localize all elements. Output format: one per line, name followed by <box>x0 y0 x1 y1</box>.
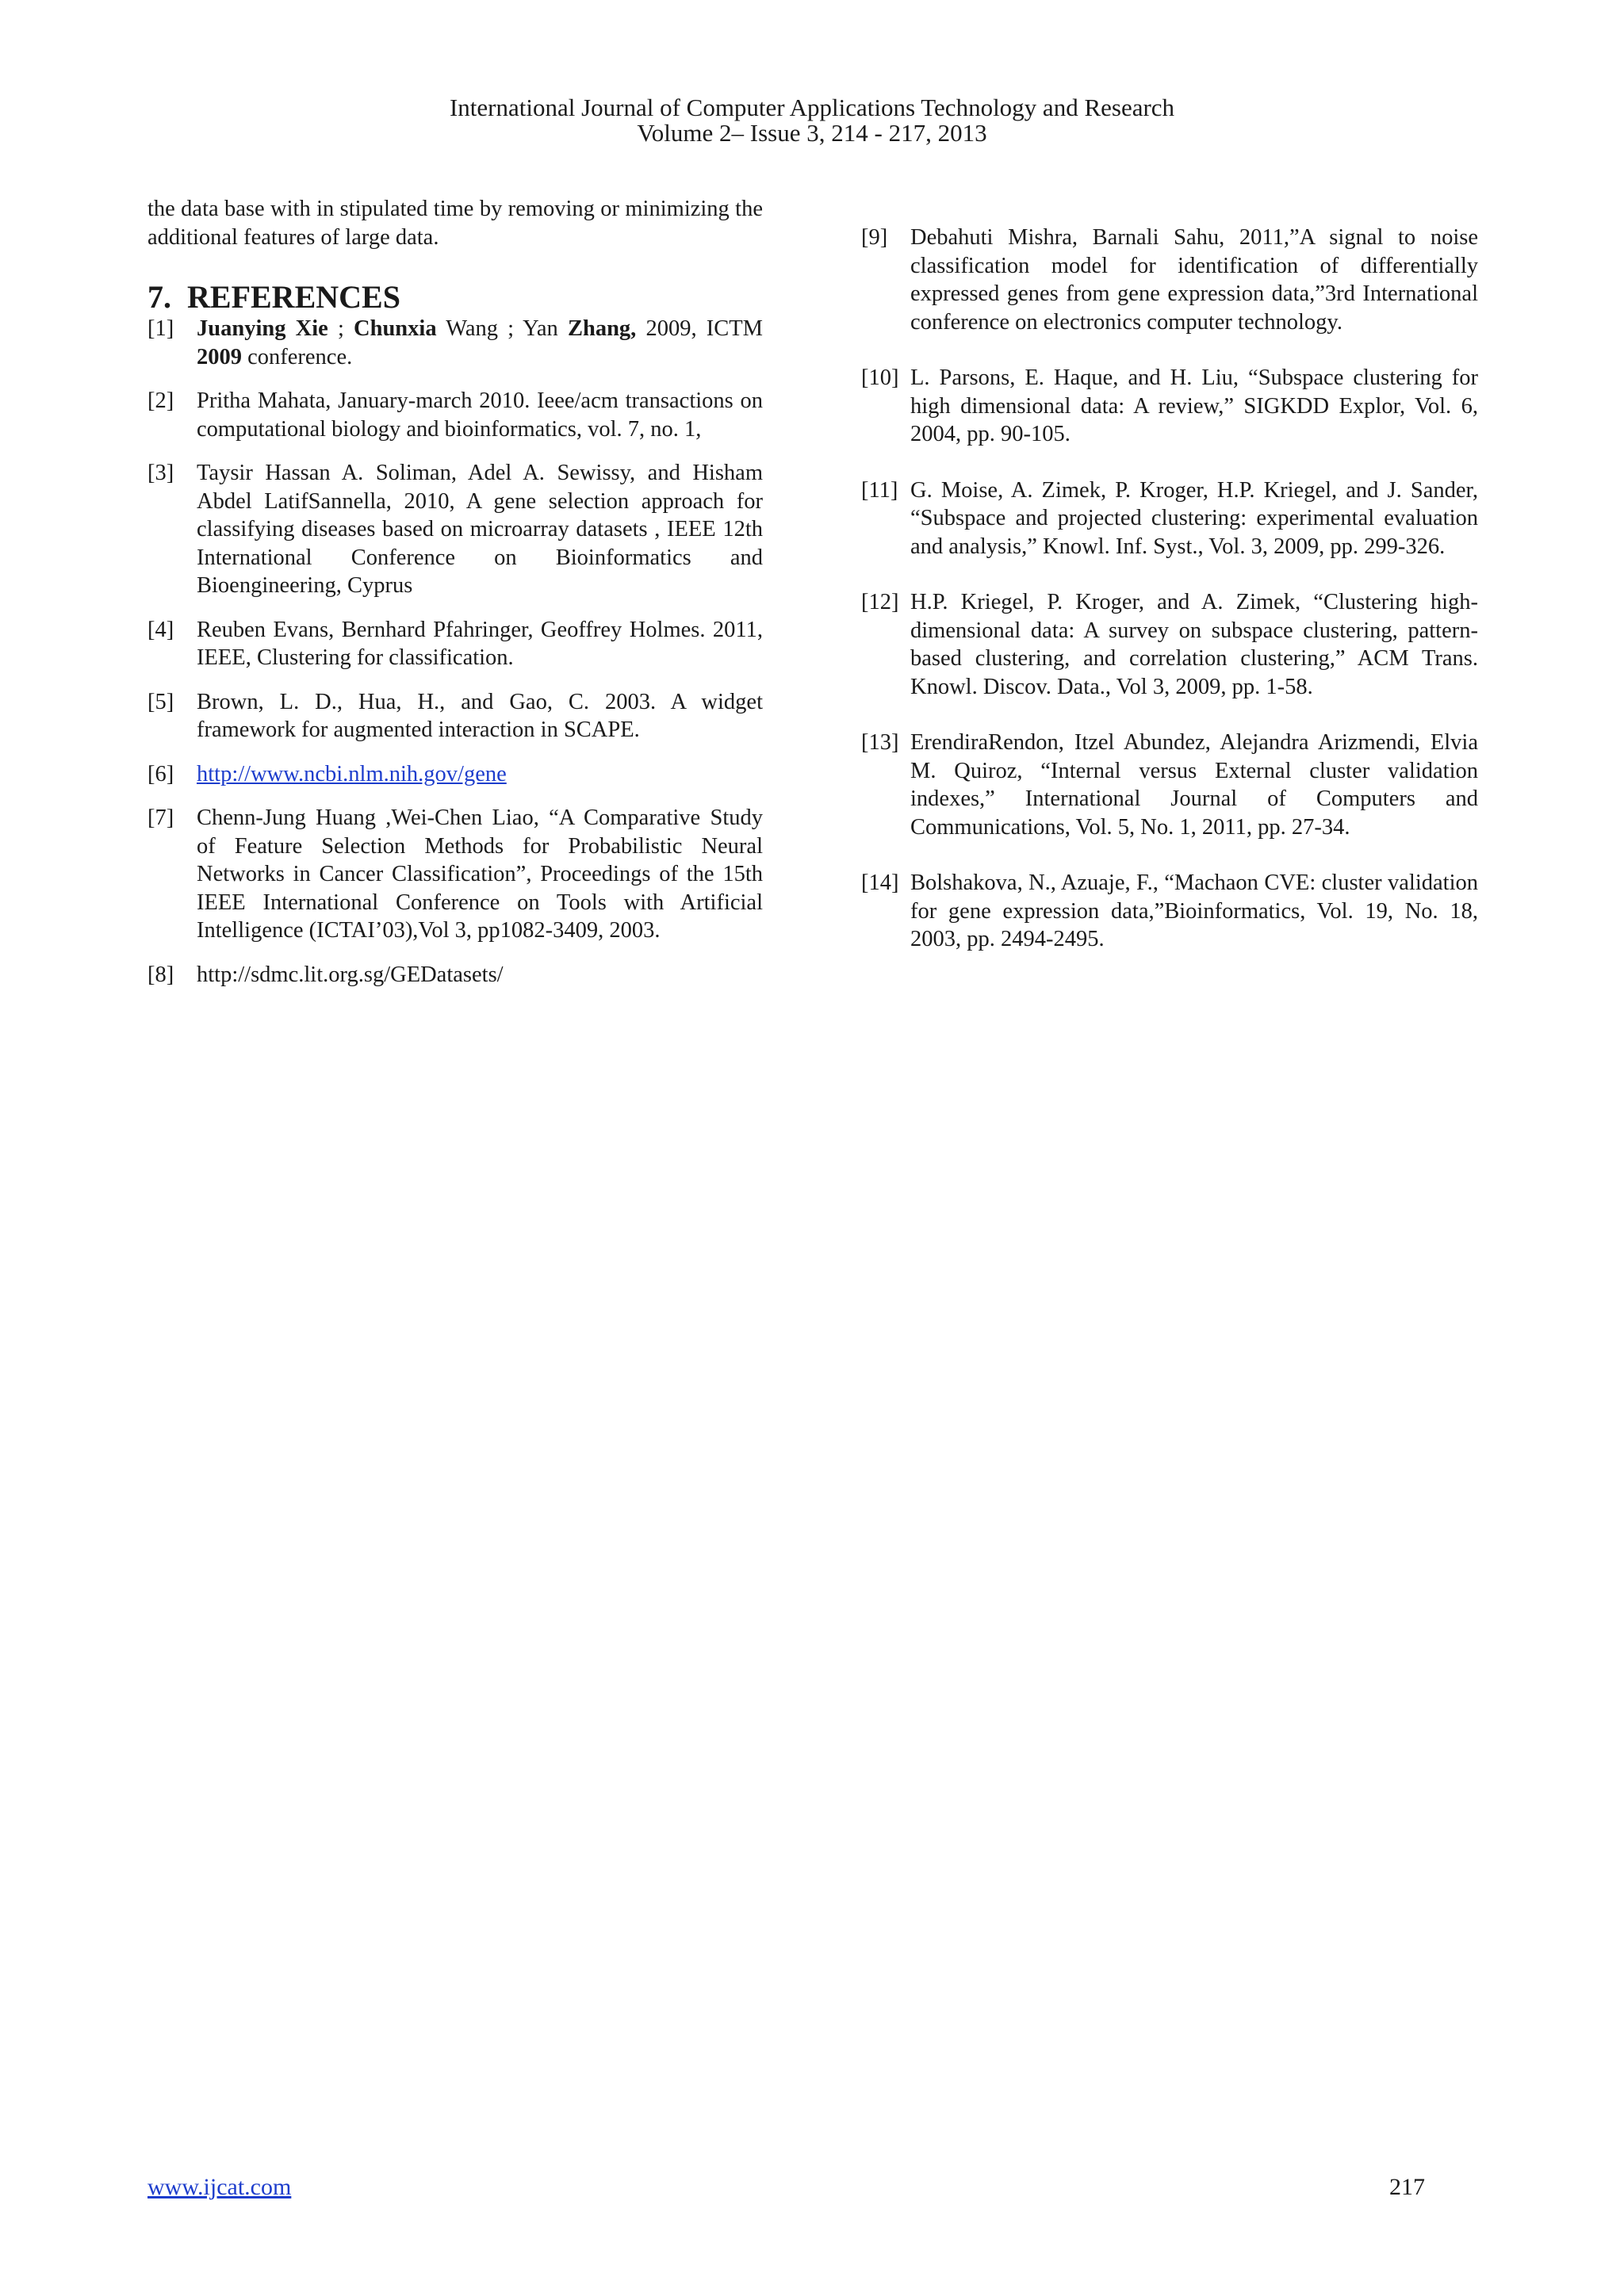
reference-list-right <box>861 224 1478 954</box>
reference-item <box>147 315 763 371</box>
reference-number: [4] <box>147 617 174 642</box>
reference-item <box>147 961 763 989</box>
reference-number: [8] <box>147 962 174 987</box>
reference-number: [3] <box>147 461 174 485</box>
reference-item <box>147 616 763 672</box>
reference-item <box>147 459 763 600</box>
left-column <box>147 195 763 1004</box>
reference-item <box>147 387 763 443</box>
page-number: 217 <box>1389 2174 1425 2200</box>
reference-item <box>861 224 1478 336</box>
journal-header <box>0 95 1624 146</box>
reference-text: Pritha Mahata, January-march 2010. Ieee/acm transactions on computational biology and bioinformatics, vol. 7, no. 1, <box>197 388 763 442</box>
reference-number: [14] <box>861 871 899 895</box>
reference-number: [10] <box>861 365 899 390</box>
reference-number: [7] <box>147 806 174 830</box>
reference-text-segment: Wang ; Yan <box>436 316 568 341</box>
reference-number: [6] <box>147 761 174 786</box>
reference-text: Brown, L. D., Hua, H., and Gao, C. 2003. A widget framework for augmented interaction in SCAPE. <box>197 689 763 742</box>
reference-text: Bolshakova, N., Azuaje, F., “Machaon CVE: cluster validation for gene expression data,”Bioinformatics, Vol. 19, No. 18, 2003, pp. 2494-2495. <box>910 871 1478 951</box>
reference-number: [11] <box>861 477 898 503</box>
reference-text: Debahuti Mishra, Barnali Sahu, 2011,”A signal to noise classification model for identification of differentially expressed genes from gene expression data,”3rd International conference on electronics computer technology. <box>910 225 1478 335</box>
section-title: REFERENCES <box>187 279 400 315</box>
right-column <box>861 224 1478 982</box>
reference-text-segment: Chunxia <box>354 316 437 341</box>
reference-item <box>861 729 1478 841</box>
reference-item <box>861 364 1478 449</box>
reference-text: G. Moise, A. Zimek, P. Kroger, H.P. Kriegel, and J. Sander, “Subspace and projected clustering: experimental evaluation and analysis,” Knowl. Inf. Syst., Vol. 3, 2009, pp. 299-326. <box>910 477 1478 559</box>
reference-text-segment: 2009 <box>197 344 242 369</box>
reference-text <box>197 762 507 786</box>
section-number: 7. <box>147 279 171 315</box>
reference-number: [1] <box>147 316 174 341</box>
reference-text-segment: ; <box>327 316 354 341</box>
reference-link[interactable]: http://www.ncbi.nlm.nih.gov/gene <box>197 761 507 786</box>
reference-number: [9] <box>861 225 888 250</box>
journal-title: International Journal of Computer Applications Technology and Research <box>449 94 1175 121</box>
intro-paragraph: the data base with in stipulated time by removing or minimizing the additional features of large data. <box>147 197 763 250</box>
reference-item <box>147 760 763 789</box>
reference-item <box>861 588 1478 701</box>
reference-text: Chenn-Jung Huang ,Wei-Chen Liao, “A Comparative Study of Feature Selection Methods for Probabilistic Neural Networks in Cancer Classification”, Proceedings of the 15th IEEE International Conference on Tools with Artificial Intelligence (ICTAI’03),Vol 3, pp1082-3409, 2003. <box>197 806 763 943</box>
reference-item <box>147 804 763 945</box>
reference-item <box>147 688 763 744</box>
reference-text-segment: Zhang, <box>567 316 637 341</box>
reference-number: [13] <box>861 730 899 755</box>
reference-text: Taysir Hassan A. Soliman, Adel A. Sewissy, and Hisham Abdel LatifSannella, 2010, A gene selection approach for classifying diseases based on microarray datasets , IEEE 12th International Conference on Bioinformatics and Bioengineering, Cyprus <box>197 461 763 598</box>
reference-item <box>861 476 1478 561</box>
reference-text <box>197 316 763 369</box>
reference-list-left <box>147 315 763 989</box>
reference-number: [2] <box>147 388 174 413</box>
reference-text: H.P. Kriegel, P. Kroger, and A. Zimek, “Clustering high-dimensional data: A survey on subspace clustering, pattern-based clustering, and correlation clustering,” ACM Trans. Knowl. Discov. Data., Vol 3, 2009, pp. 1-58. <box>910 590 1478 699</box>
reference-text-segment: Juanying Xie <box>197 316 328 341</box>
reference-number: [12] <box>861 590 899 614</box>
reference-text: ErendiraRendon, Itzel Abundez, Alejandra Arizmendi, Elvia M. Quiroz, “Internal versus External cluster validation indexes,” International Journal of Computers and Communications, Vol. 5, No. 1, 2011, pp. 27-34. <box>910 730 1478 840</box>
reference-text: L. Parsons, E. Haque, and H. Liu, “Subspace clustering for high dimensional data: A review,” SIGKDD Explor, Vol. 6, 2004, pp. 90-105. <box>910 365 1478 446</box>
reference-text-segment: conference. <box>242 344 353 369</box>
reference-text: Reuben Evans, Bernhard Pfahringer, Geoffrey Holmes. 2011, IEEE, Clustering for classification. <box>197 617 763 670</box>
journal-volume: Volume 2– Issue 3, 214 - 217, 2013 <box>637 119 987 147</box>
reference-text-segment: 2009, ICTM <box>636 316 763 341</box>
website-link[interactable]: www.ijcat.com <box>147 2174 292 2200</box>
references-heading <box>147 280 763 315</box>
reference-number: [5] <box>147 689 174 714</box>
reference-text: http://sdmc.lit.org.sg/GEDatasets/ <box>197 962 504 987</box>
reference-item <box>861 869 1478 954</box>
